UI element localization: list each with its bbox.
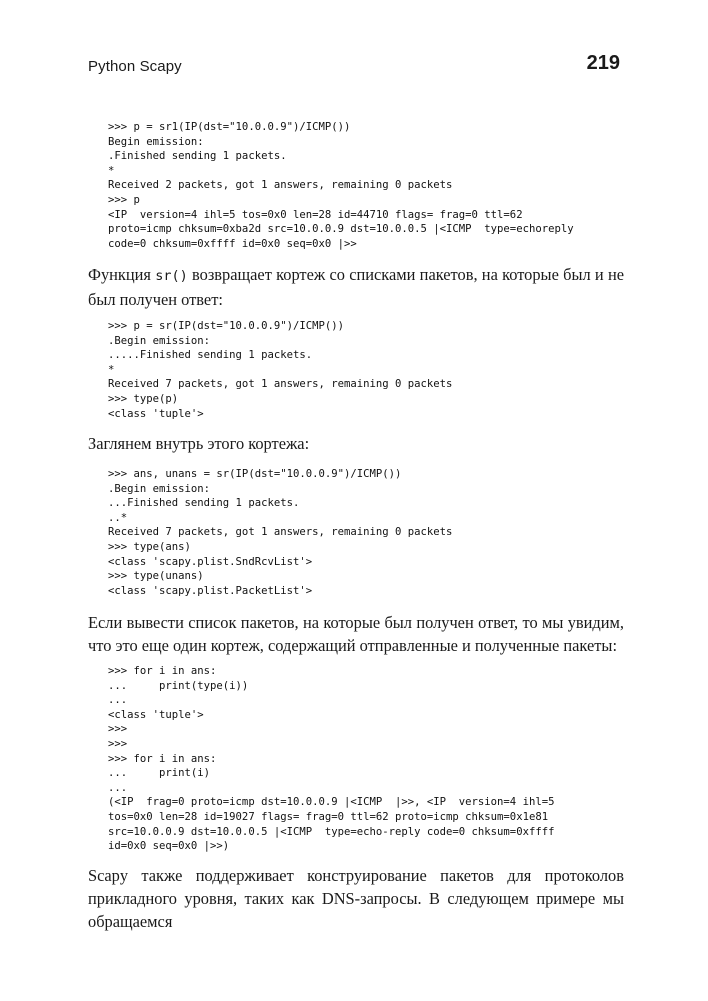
code-line: <class 'scapy.plist.SndRcvList'> — [108, 555, 313, 568]
code-line: Begin emission: — [108, 135, 204, 148]
code-line: ... — [108, 781, 128, 794]
code-line: code=0 chksum=0xffff id=0x0 seq=0x0 |>> — [108, 237, 357, 250]
paragraph-sr-function — [88, 263, 624, 311]
code-line: >>> — [108, 723, 128, 736]
code-line: .....Finished sending 1 packets. — [108, 349, 313, 362]
paragraph-answered-list: Если вывести список пакетов, на которые был получен ответ, то мы увидим, что это еще один кортеж, содержащий отправленные и полученные пакеты: — [88, 613, 624, 655]
code-line: >>> type(p) — [108, 392, 179, 405]
code-line: * — [108, 164, 115, 177]
code-line: >>> type(ans) — [108, 540, 191, 553]
code-line: Received 7 packets, got 1 answers, remaining 0 packets — [108, 378, 453, 391]
code-line: proto=icmp chksum=0xba2d src=10.0.0.9 dst=10.0.0.5 |<ICMP type=echoreply — [108, 223, 574, 236]
code-line: >>> ans, unans = sr(IP(dst="10.0.0.9")/ICMP()) — [108, 468, 402, 480]
code-line: (<IP frag=0 proto=icmp dst=10.0.0.9 |<ICMP |>>, <IP version=4 ihl=5 — [108, 796, 555, 809]
inline-code: sr() — [155, 268, 188, 284]
code-block-sr1 — [108, 120, 574, 251]
code-line: ... print(i) — [108, 767, 211, 780]
code-line: >>> p = sr(IP(dst="10.0.0.9")/ICMP()) — [108, 320, 344, 332]
code-block-ans-unans — [108, 467, 452, 598]
paragraph-dns-intro: Scapy также поддерживает конструирование пакетов для протоколов прикладного уровня, таких как DNS-запросы. В следующем примере мы обращаемся — [88, 866, 624, 931]
code-line: id=0x0 seq=0x0 |>>) — [108, 840, 230, 853]
code-line: .Begin emission: — [108, 482, 211, 495]
code-line: tos=0x0 len=28 id=19027 flags= frag=0 ttl=62 proto=icmp chksum=0x1e81 — [108, 810, 549, 823]
code-line: Received 7 packets, got 1 answers, remaining 0 packets — [108, 526, 453, 539]
code-line: <IP version=4 ihl=5 tos=0x0 len=28 id=44710 flags= frag=0 ttl=62 — [108, 208, 523, 221]
code-line: >>> — [108, 737, 128, 750]
code-line: <class 'tuple'> — [108, 708, 204, 721]
code-line: .Begin emission: — [108, 334, 211, 347]
code-line: Received 2 packets, got 1 answers, remaining 0 packets — [108, 179, 453, 192]
code-line: .Finished sending 1 packets. — [108, 150, 287, 163]
code-line: ... — [108, 694, 128, 707]
code-line: ... print(type(i)) — [108, 679, 249, 692]
code-line: <class 'tuple'> — [108, 407, 204, 420]
code-line: * — [108, 363, 115, 376]
code-line: >>> p — [108, 193, 140, 206]
code-line: >>> type(unans) — [108, 570, 204, 583]
code-line: ...Finished sending 1 packets. — [108, 497, 300, 510]
code-block-loop — [108, 664, 554, 854]
paragraph-text: возвращает кортеж со списками пакетов, на которые был и не был получен ответ: — [88, 265, 624, 309]
paragraph-text: Функция — [88, 265, 156, 284]
code-line: <class 'scapy.plist.PacketList'> — [108, 584, 313, 597]
code-block-sr — [108, 319, 452, 421]
code-line: ..* — [108, 511, 128, 524]
code-line: src=10.0.0.9 dst=10.0.0.5 |<ICMP type=echo-reply code=0 chksum=0xffff — [108, 825, 555, 838]
code-line: >>> for i in ans: — [108, 665, 217, 677]
page-number: 219 — [586, 52, 620, 74]
running-header-title: Python Scapy — [88, 58, 182, 75]
code-line: >>> for i in ans: — [108, 752, 217, 765]
code-line: >>> p = sr1(IP(dst="10.0.0.9")/ICMP()) — [108, 121, 351, 133]
paragraph-look-inside: Заглянем внутрь этого кортежа: — [88, 434, 310, 453]
